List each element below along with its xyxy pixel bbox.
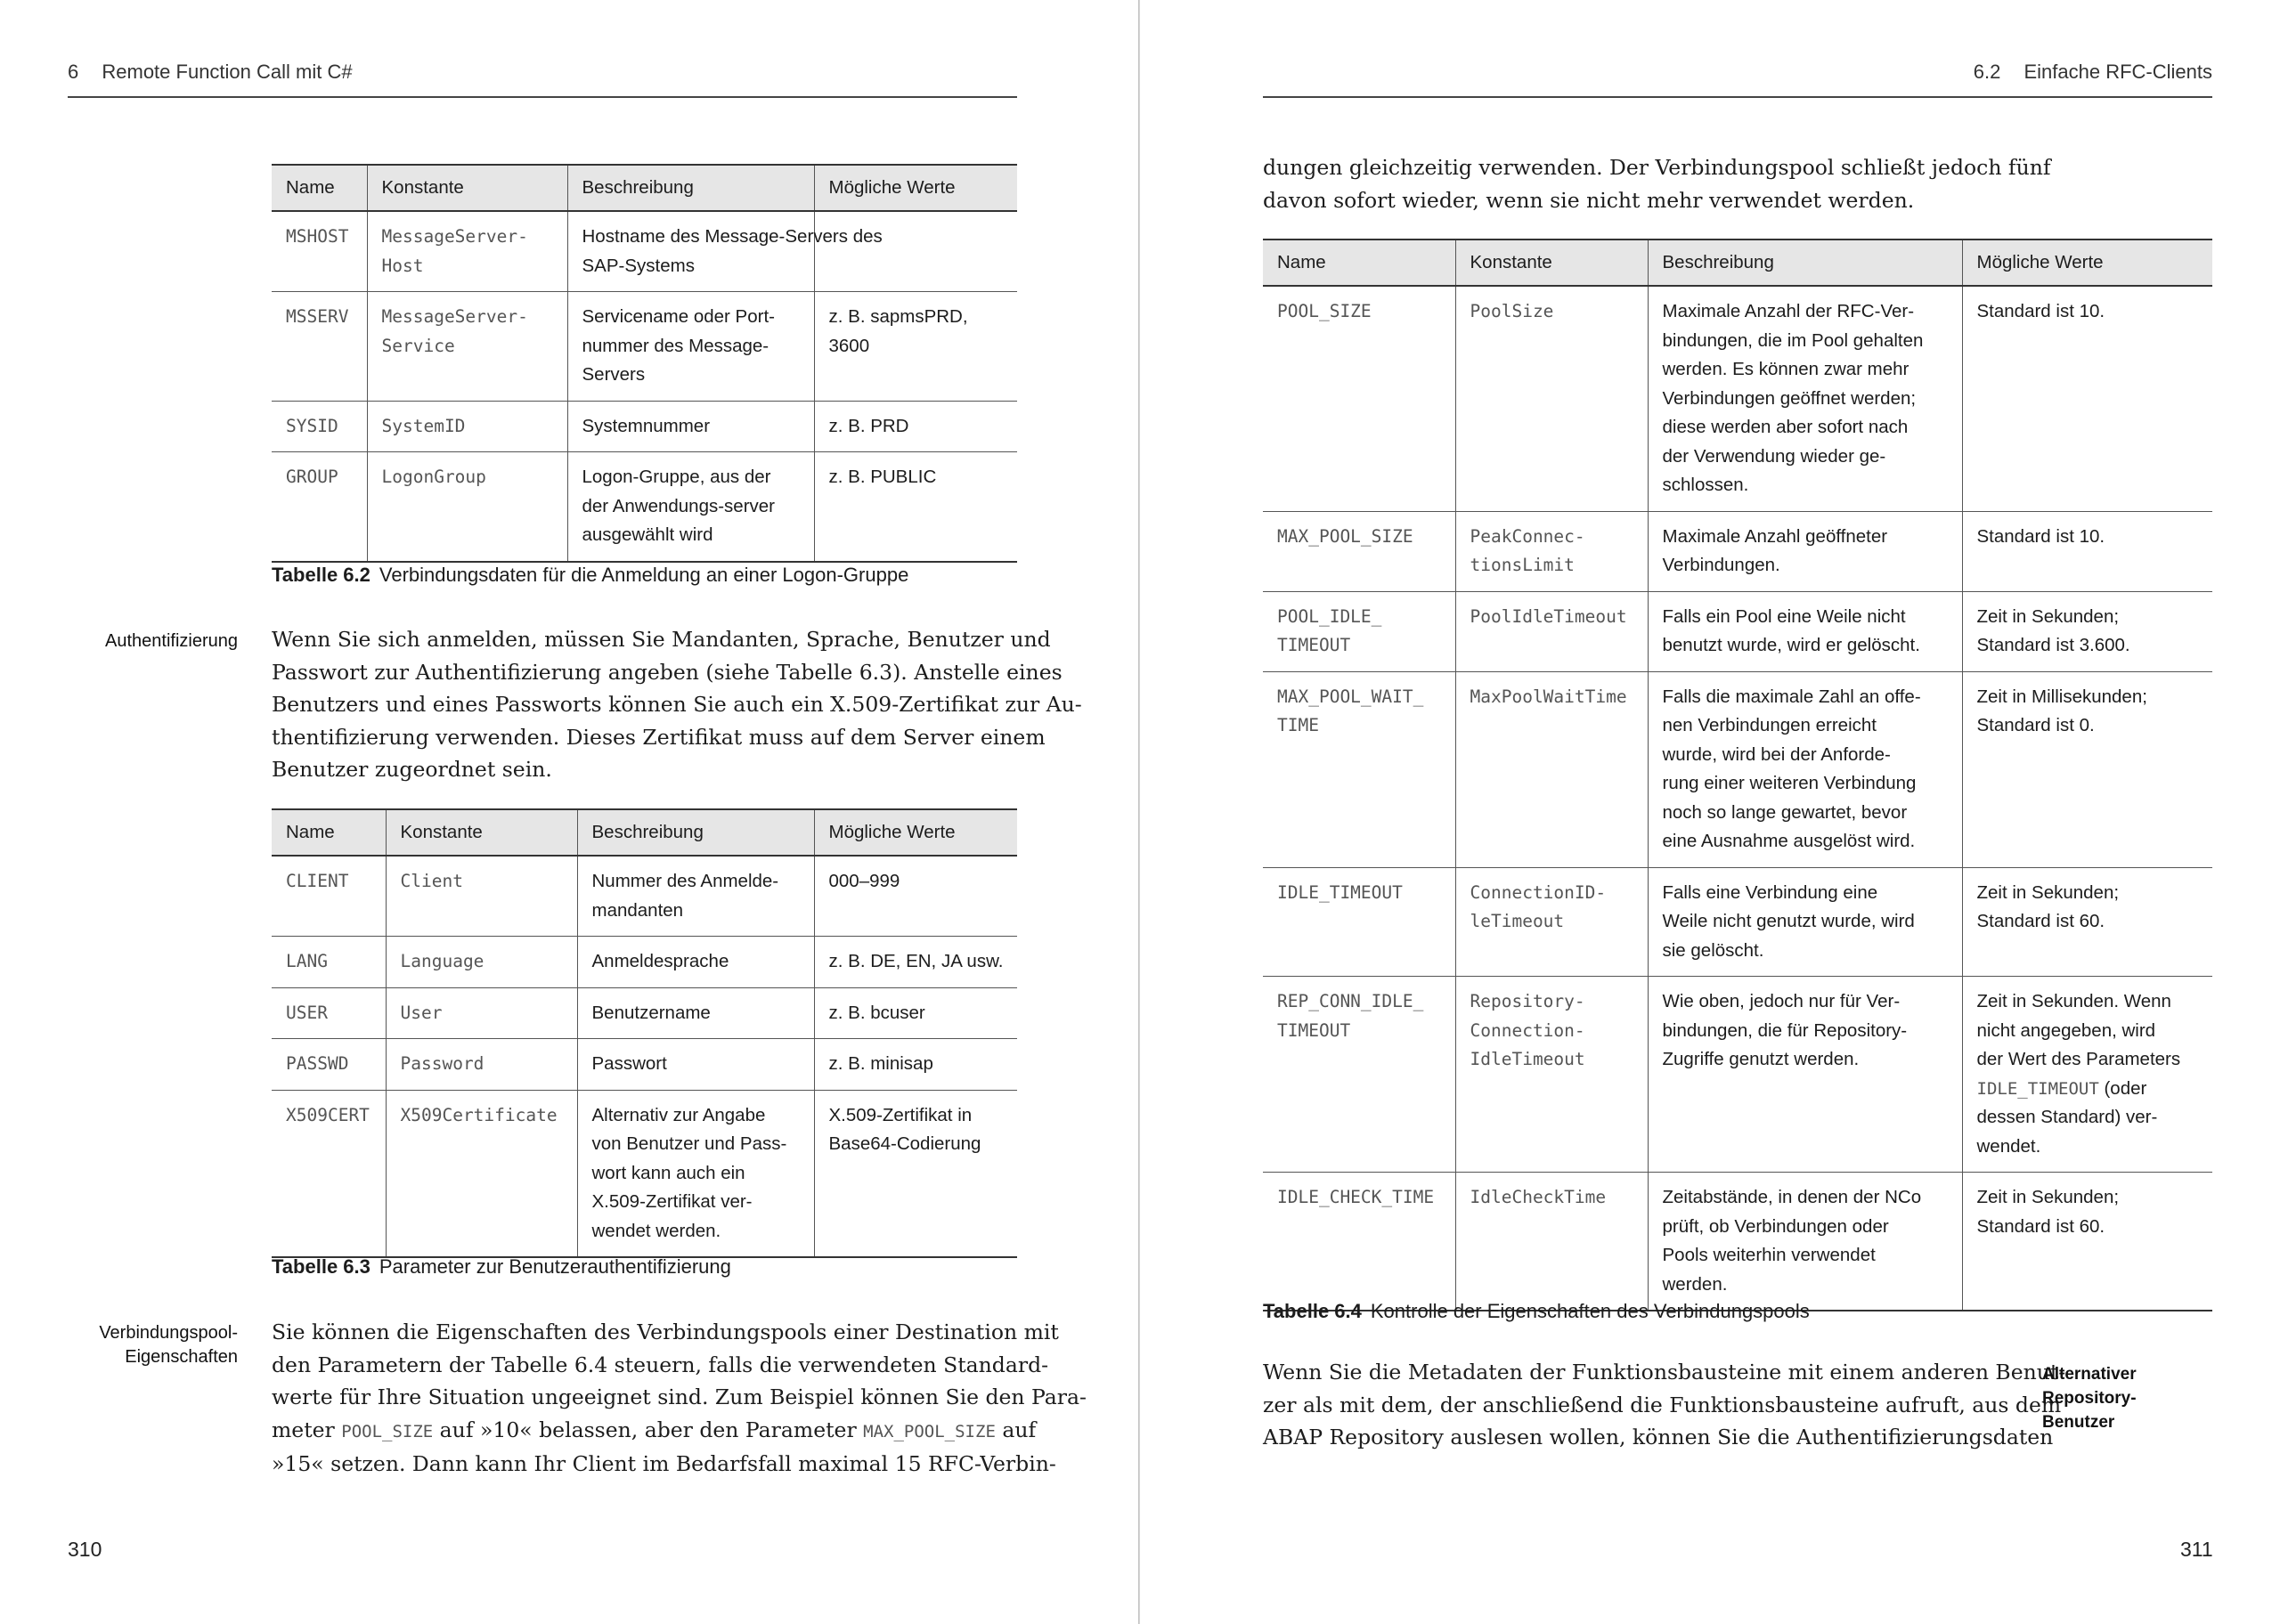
margin-note-verbindungspool bbox=[60, 1321, 238, 1369]
cell-konst bbox=[1455, 977, 1648, 1173]
cell-line: Zeit in Sekunden; bbox=[1976, 1187, 2120, 1207]
cell-line: z. B. bcuser bbox=[828, 1002, 925, 1023]
cell-line: PoolIdleTimeout bbox=[1470, 605, 1627, 627]
cell-werte bbox=[814, 937, 1017, 988]
cell-desc bbox=[577, 987, 814, 1039]
column-header: Beschreibung bbox=[577, 809, 814, 856]
section-number: 6.2 bbox=[1973, 61, 2001, 83]
cell-line: Standard ist 60. bbox=[1976, 911, 2105, 931]
cell-name bbox=[1263, 511, 1455, 591]
cell-line: wendet. bbox=[1976, 1135, 2041, 1157]
table-caption-6-4 bbox=[1263, 1300, 1810, 1323]
cell-name bbox=[272, 292, 367, 402]
cell-desc bbox=[577, 1090, 814, 1257]
cell-line: 3600 bbox=[828, 335, 870, 356]
column-header: Name bbox=[272, 165, 367, 211]
cell-desc bbox=[567, 211, 883, 292]
cell-line: User bbox=[400, 1002, 443, 1023]
cell-name bbox=[1263, 1173, 1455, 1311]
cell-line: SYSID bbox=[286, 415, 338, 436]
cell-line: IDLE_TIMEOUT bbox=[1277, 881, 1403, 903]
cell-konst bbox=[386, 1039, 577, 1091]
cell-werte bbox=[814, 1039, 1017, 1091]
cell-line: MessageServer- bbox=[381, 306, 528, 327]
cell-line: nen Verbindungen erreicht bbox=[1662, 715, 1877, 735]
cell-line: SAP-Systems bbox=[582, 255, 695, 276]
cell-line: Zeit in Millisekunden; bbox=[1976, 686, 2147, 707]
inline-code-idle-timeout: IDLE_TIMEOUT bbox=[1976, 1078, 2099, 1099]
cell-line: z. B. minisap bbox=[828, 1053, 933, 1074]
text-line: Wenn Sie die Metadaten der Funktionsbausteine mit einem anderen Benut- bbox=[1263, 1360, 2066, 1384]
cell-line: bindungen, die für Repository- bbox=[1662, 1019, 1908, 1041]
cell-line: MessageServer- bbox=[381, 226, 528, 247]
cell-name bbox=[272, 937, 386, 988]
cell-desc bbox=[1648, 1173, 1962, 1311]
caption-label: Tabelle 6.3 bbox=[272, 1255, 370, 1278]
cell-line: der Wert des Parameters bbox=[1976, 1049, 2181, 1069]
cell-line: USER bbox=[286, 1002, 328, 1023]
cell-desc bbox=[577, 1039, 814, 1091]
cell-line: IdleTimeout bbox=[1470, 1049, 1585, 1069]
cell-werte bbox=[1962, 867, 2212, 977]
cell-name bbox=[272, 401, 367, 452]
inline-code-max-pool-size: MAX_POOL_SIZE bbox=[863, 1421, 996, 1441]
column-header: Mögliche Werte bbox=[1962, 240, 2212, 286]
cell-line: X509CERT bbox=[286, 1104, 370, 1125]
table-row bbox=[272, 211, 1017, 292]
cell-konst bbox=[367, 211, 567, 292]
cell-line: Base64-Codierung bbox=[828, 1133, 981, 1154]
text-run: (oder bbox=[2098, 1077, 2147, 1099]
cell-konst bbox=[367, 292, 567, 402]
section-title: Einfache RFC-Clients bbox=[2024, 61, 2212, 83]
table-row bbox=[272, 452, 1017, 562]
cell-line: mandanten bbox=[591, 899, 684, 921]
column-header: Mögliche Werte bbox=[814, 165, 1017, 211]
margin-line: Repository- bbox=[2042, 1389, 2137, 1408]
table-row bbox=[1263, 286, 2212, 511]
text-line: thentifizierung verwenden. Dieses Zertifikat muss auf dem Server einem bbox=[272, 724, 1046, 750]
cell-line: nicht angegeben, wird bbox=[1976, 1019, 2156, 1041]
cell-line: MAX_POOL_SIZE bbox=[1277, 525, 1413, 547]
cell-line: Maximale Anzahl der RFC-Ver- bbox=[1662, 301, 1915, 321]
cell-line: wurde, wird bei der Anforde- bbox=[1662, 743, 1891, 765]
cell-line: dessen Standard) ver- bbox=[1976, 1107, 2158, 1127]
cell-line: z. B. PRD bbox=[828, 415, 909, 436]
text-line: Passwort zur Authentifizierung angeben (siehe Tabelle 6.3). Anstelle eines bbox=[272, 659, 1063, 685]
cell-line: Password bbox=[400, 1053, 484, 1074]
cell-line: POOL_SIZE bbox=[1277, 301, 1372, 321]
cell-name bbox=[1263, 867, 1455, 977]
cell-werte bbox=[1962, 591, 2212, 671]
table-6-2 bbox=[272, 164, 1017, 563]
column-header: Mögliche Werte bbox=[814, 809, 1017, 856]
cell-werte bbox=[814, 401, 1017, 452]
text-line: davon sofort wieder, wenn sie nicht mehr verwendet werden. bbox=[1263, 187, 1915, 213]
cell-line: Alternativ zur Angabe bbox=[591, 1104, 766, 1125]
text-run: meter bbox=[272, 1417, 342, 1442]
cell-line: Passwort bbox=[591, 1053, 667, 1074]
cell-line: TIMEOUT bbox=[1277, 1019, 1351, 1041]
caption-label: Tabelle 6.4 bbox=[1263, 1300, 1362, 1322]
table-6-3 bbox=[272, 808, 1017, 1258]
cell-name bbox=[272, 987, 386, 1039]
cell-line: MSHOST bbox=[286, 226, 349, 247]
cell-line: Zeit in Sekunden. Wenn bbox=[1976, 991, 2171, 1011]
cell-desc bbox=[567, 401, 814, 452]
cell-line: LogonGroup bbox=[381, 467, 486, 487]
column-header: Name bbox=[1263, 240, 1455, 286]
cell-konst bbox=[367, 452, 567, 562]
paragraph-continued bbox=[1263, 151, 2051, 216]
cell-line: Standard ist 0. bbox=[1976, 715, 2095, 735]
text-line: zer als mit dem, der anschließend die Funktionsbausteine aufruft, aus dem bbox=[1263, 1392, 2062, 1417]
cell-konst bbox=[386, 1090, 577, 1257]
cell-line: der Verwendung wieder ge- bbox=[1662, 445, 1886, 467]
table-caption-6-2 bbox=[272, 564, 908, 587]
cell-name bbox=[272, 1039, 386, 1091]
cell-line: von Benutzer und Pass- bbox=[591, 1133, 787, 1154]
text-run: auf bbox=[995, 1417, 1037, 1442]
cell-name bbox=[272, 1090, 386, 1257]
table-row bbox=[1263, 511, 2212, 591]
cell-line: Client bbox=[400, 871, 463, 891]
cell-line: PoolSize bbox=[1470, 301, 1554, 321]
running-header-left bbox=[68, 61, 1017, 98]
cell-desc bbox=[1648, 511, 1962, 591]
paragraph-authentication bbox=[272, 623, 1082, 786]
cell-line: Hostname des Message-Servers des bbox=[582, 226, 883, 247]
cell-line: TIMEOUT bbox=[1277, 635, 1351, 655]
margin-line: Eigenschaften bbox=[125, 1347, 238, 1367]
cell-line: X.509-Zertifikat in bbox=[828, 1104, 973, 1125]
text-line: Sie können die Eigenschaften des Verbindungspools einer Destination mit bbox=[272, 1320, 1059, 1344]
cell-werte bbox=[1962, 671, 2212, 867]
cell-line: GROUP bbox=[286, 467, 338, 487]
cell-line: Wie oben, jedoch nur für Ver- bbox=[1662, 991, 1901, 1011]
table-row bbox=[1263, 671, 2212, 867]
caption-text: Verbindungsdaten für die Anmeldung an einer Logon-Gruppe bbox=[379, 564, 909, 586]
cell-line: Falls ein Pool eine Weile nicht bbox=[1662, 605, 1906, 627]
cell-line: Anmeldesprache bbox=[591, 951, 729, 971]
text-line: Benutzer zugeordnet sein. bbox=[272, 757, 552, 782]
text-line: »15« setzen. Dann kann Ihr Client im Bedarfsfall maximal 15 RFC-Verbin- bbox=[272, 1451, 1056, 1476]
chapter-title: Remote Function Call mit C# bbox=[102, 61, 353, 83]
column-header: Konstante bbox=[386, 809, 577, 856]
cell-desc bbox=[577, 937, 814, 988]
cell-line: SystemID bbox=[381, 415, 466, 436]
column-header: Name bbox=[272, 809, 386, 856]
page-number-right: 311 bbox=[2180, 1538, 2213, 1561]
cell-line: Zeitabstände, in denen der NCo bbox=[1662, 1187, 1922, 1207]
cell-desc bbox=[1648, 977, 1962, 1173]
cell-line: Standard ist 10. bbox=[1976, 525, 2105, 547]
cell-werte bbox=[1962, 286, 2212, 511]
paragraph-metadata bbox=[1263, 1356, 2066, 1454]
cell-line: werden. Es können zwar mehr bbox=[1662, 359, 1910, 379]
text-line: werte für Ihre Situation ungeeignet sind. Zum Beispiel können Sie den Para- bbox=[272, 1384, 1087, 1409]
cell-line: Standard ist 3.600. bbox=[1976, 635, 2130, 655]
cell-line: diese werden aber sofort nach bbox=[1662, 417, 1909, 437]
cell-line: REP_CONN_IDLE_ bbox=[1277, 991, 1424, 1011]
cell-desc bbox=[1648, 671, 1962, 867]
cell-line: Servers bbox=[582, 364, 646, 385]
cell-konst bbox=[1455, 1173, 1648, 1311]
cell-line: rung einer weiteren Verbindung bbox=[1662, 773, 1917, 793]
cell-line: Connection- bbox=[1470, 1019, 1585, 1041]
cell-line: Service bbox=[381, 335, 455, 356]
cell-line: X.509-Zertifikat ver- bbox=[591, 1191, 753, 1212]
cell-konst bbox=[1455, 511, 1648, 591]
cell-line: TIME bbox=[1277, 715, 1319, 735]
cell-line: PeakConnec- bbox=[1470, 525, 1585, 547]
column-header: Beschreibung bbox=[567, 165, 814, 211]
text-line: den Parametern der Tabelle 6.4 steuern, falls die verwendeten Standard- bbox=[272, 1352, 1049, 1377]
cell-line: Servicename oder Port- bbox=[582, 306, 775, 327]
text-line bbox=[272, 1414, 1037, 1449]
text-line: Benutzers und eines Passworts können Sie auch ein X.509-Zertifikat zur Au- bbox=[272, 692, 1082, 717]
cell-konst bbox=[1455, 867, 1648, 977]
chapter-number: 6 bbox=[68, 61, 79, 83]
cell-werte bbox=[814, 1090, 1017, 1257]
cell-line: noch so lange gewartet, bevor bbox=[1662, 801, 1908, 823]
table-row bbox=[1263, 1173, 2212, 1311]
cell-konst bbox=[1455, 671, 1648, 867]
cell-line: X509Certificate bbox=[400, 1104, 558, 1125]
cell-line: IdleCheckTime bbox=[1470, 1187, 1607, 1207]
table-6-4 bbox=[1263, 239, 2212, 1311]
cell-name bbox=[1263, 591, 1455, 671]
cell-line: Standard ist 10. bbox=[1976, 301, 2105, 321]
caption-text: Kontrolle der Eigenschaften des Verbindungspools bbox=[1370, 1300, 1810, 1322]
left-page bbox=[0, 0, 1138, 1624]
cell-line: wendet werden. bbox=[591, 1220, 721, 1241]
cell-name bbox=[1263, 671, 1455, 867]
table-row bbox=[272, 987, 1017, 1039]
column-header: Konstante bbox=[367, 165, 567, 211]
table-row bbox=[272, 401, 1017, 452]
cell-line: Benutzername bbox=[591, 1002, 711, 1023]
cell-line: MAX_POOL_WAIT_ bbox=[1277, 686, 1424, 707]
cell-werte bbox=[814, 987, 1017, 1039]
cell-werte bbox=[814, 292, 1017, 402]
cell-line: Pools weiterhin verwendet bbox=[1662, 1245, 1876, 1265]
cell-line: ConnectionID- bbox=[1470, 881, 1607, 903]
cell-line: wort kann auch ein bbox=[591, 1162, 745, 1183]
cell-konst bbox=[386, 937, 577, 988]
cell-konst bbox=[1455, 591, 1648, 671]
paragraph-connection-pool bbox=[272, 1316, 1087, 1481]
running-header-right bbox=[1263, 61, 2212, 98]
cell-line: Weile nicht genutzt wurde, wird bbox=[1662, 911, 1915, 931]
cell-line: z. B. PUBLIC bbox=[828, 467, 937, 487]
caption-text: Parameter zur Benutzerauthentifizierung bbox=[379, 1255, 731, 1278]
table-row bbox=[1263, 977, 2212, 1173]
cell-line: z. B. DE, EN, JA usw. bbox=[828, 951, 1004, 971]
cell-line: Verbindungen geöffnet werden; bbox=[1662, 387, 1917, 409]
cell-line: Repository- bbox=[1470, 991, 1585, 1011]
cell-name bbox=[272, 856, 386, 937]
cell-line: Language bbox=[400, 951, 484, 971]
cell-line: Nummer des Anmelde- bbox=[591, 871, 779, 891]
text-line: ABAP Repository auslesen wollen, können Sie die Authentifizierungsdaten bbox=[1263, 1425, 2054, 1449]
cell-konst bbox=[386, 987, 577, 1039]
table-row bbox=[272, 1039, 1017, 1091]
cell-line: benutzt wurde, wird er gelöscht. bbox=[1662, 635, 1920, 655]
text-run: auf »10« belassen, aber den Parameter bbox=[433, 1417, 864, 1442]
cell-werte bbox=[814, 856, 1017, 937]
inline-code-pool-size: POOL_SIZE bbox=[341, 1421, 434, 1441]
margin-note-alternativer-benutzer bbox=[2042, 1362, 2211, 1434]
cell-line: 000–999 bbox=[828, 871, 900, 891]
cell-desc bbox=[1648, 591, 1962, 671]
cell-line: Falls die maximale Zahl an offe- bbox=[1662, 686, 1921, 707]
cell-konst bbox=[386, 856, 577, 937]
table-row bbox=[1263, 867, 2212, 977]
margin-line: Alternativer bbox=[2042, 1365, 2137, 1384]
cell-line: prüft, ob Verbindungen oder bbox=[1662, 1215, 1889, 1237]
cell-desc bbox=[567, 292, 814, 402]
cell-line: CLIENT bbox=[286, 871, 349, 891]
cell-konst bbox=[1455, 286, 1648, 511]
cell-line: werden. bbox=[1662, 1273, 1728, 1295]
cell-desc bbox=[567, 452, 814, 562]
cell-line: Standard ist 60. bbox=[1976, 1215, 2105, 1237]
cell-name bbox=[1263, 286, 1455, 511]
cell-werte bbox=[1962, 1173, 2212, 1311]
margin-line: Verbindungspool- bbox=[99, 1323, 238, 1343]
cell-line: POOL_IDLE_ bbox=[1277, 605, 1382, 627]
cell-line: Logon-Gruppe, aus der bbox=[582, 467, 771, 487]
cell-werte bbox=[814, 211, 1017, 292]
cell-line: Zeit in Sekunden; bbox=[1976, 881, 2120, 903]
right-page bbox=[1140, 0, 2280, 1624]
cell-line: bindungen, die im Pool gehalten bbox=[1662, 329, 1924, 351]
cell-werte bbox=[1962, 511, 2212, 591]
cell-name bbox=[272, 452, 367, 562]
cell-line: MaxPoolWaitTime bbox=[1470, 686, 1627, 707]
table-row bbox=[272, 937, 1017, 988]
cell-line: Verbindungen. bbox=[1662, 555, 1780, 575]
cell-line: ausgewählt wird bbox=[582, 524, 713, 545]
cell-line: Systemnummer bbox=[582, 415, 711, 436]
table-row bbox=[272, 856, 1017, 937]
cell-line: der Anwendungs-server bbox=[582, 495, 776, 516]
cell-line: Maximale Anzahl geöffneter bbox=[1662, 525, 1888, 547]
cell-line: PASSWD bbox=[286, 1053, 349, 1074]
cell-line: Zeit in Sekunden; bbox=[1976, 605, 2120, 627]
cell-line: schlossen. bbox=[1662, 475, 1749, 495]
cell-line: Zugriffe genutzt werden. bbox=[1662, 1049, 1860, 1069]
cell-line: leTimeout bbox=[1470, 911, 1565, 931]
cell-line: LANG bbox=[286, 951, 328, 971]
cell-line: nummer des Message- bbox=[582, 335, 770, 356]
text-line: dungen gleichzeitig verwenden. Der Verbindungspool schließt jedoch fünf bbox=[1263, 155, 2051, 180]
cell-name bbox=[272, 211, 367, 292]
cell-line: tionsLimit bbox=[1470, 555, 1575, 575]
cell-line: Host bbox=[381, 255, 424, 276]
cell-line: sie gelöscht. bbox=[1662, 939, 1764, 961]
cell-konst bbox=[367, 401, 567, 452]
column-header: Konstante bbox=[1455, 240, 1648, 286]
table-row bbox=[272, 1090, 1017, 1257]
margin-note-authentifizierung: Authentifizierung bbox=[105, 631, 238, 651]
cell-desc bbox=[1648, 286, 1962, 511]
cell-werte bbox=[814, 452, 1017, 562]
page-number-left: 310 bbox=[68, 1538, 102, 1561]
cell-line: eine Ausnahme ausgelöst wird. bbox=[1662, 831, 1916, 851]
cell-line bbox=[1977, 1075, 2199, 1104]
caption-label: Tabelle 6.2 bbox=[272, 564, 370, 586]
table-caption-6-3 bbox=[272, 1255, 731, 1279]
table-row bbox=[272, 292, 1017, 402]
cell-desc bbox=[1648, 867, 1962, 977]
column-header: Beschreibung bbox=[1648, 240, 1962, 286]
cell-name bbox=[1263, 977, 1455, 1173]
cell-line: IDLE_CHECK_TIME bbox=[1277, 1187, 1435, 1207]
cell-line: z. B. sapmsPRD, bbox=[828, 306, 968, 327]
cell-line: MSSERV bbox=[286, 306, 349, 327]
margin-line: Benutzer bbox=[2042, 1413, 2115, 1432]
text-line: Wenn Sie sich anmelden, müssen Sie Mandanten, Sprache, Benutzer und bbox=[272, 627, 1051, 652]
cell-line: Falls eine Verbindung eine bbox=[1662, 881, 1878, 903]
cell-desc bbox=[577, 856, 814, 937]
table-row bbox=[1263, 591, 2212, 671]
cell-werte bbox=[1962, 977, 2212, 1173]
